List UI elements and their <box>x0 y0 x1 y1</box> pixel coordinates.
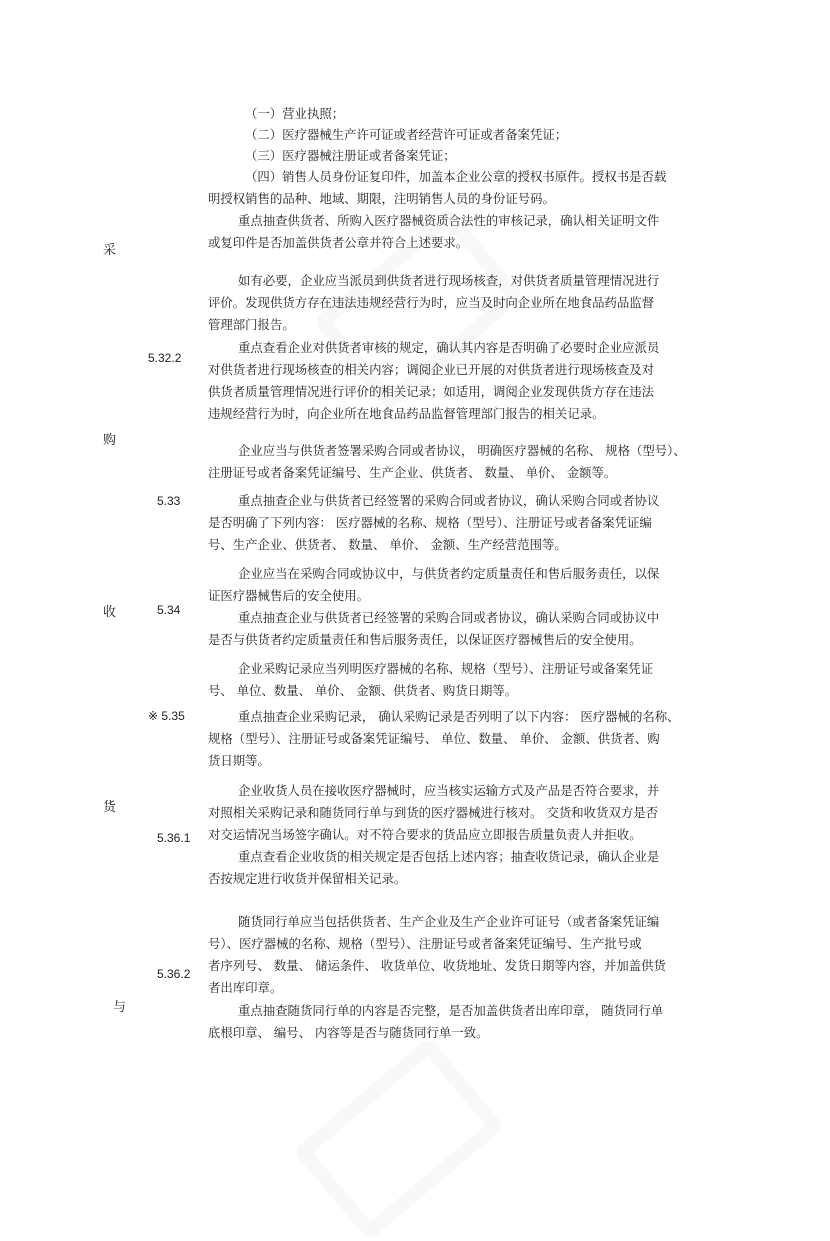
text-line: 者序列号、 数量、 储运条件、 收货单位、收货地址、发货日期等内容，并加盖供货 <box>208 958 666 973</box>
text-line: 号、 单位、数量、 单价、 金额、供货者、购货日期等。 <box>208 683 518 698</box>
text-line: 者出库印章。 <box>208 980 283 995</box>
text-line: 号、生产企业、供货者、 数量、 单价、 金额、生产经营范围等。 <box>208 537 567 552</box>
text-line: 评价。发现供货方存在违法违规经营行为时，应当及时向企业所在地食品药品监督 <box>208 295 655 310</box>
text-line: 随货同行单应当包括供货者、生产企业及生产企业许可证号（或者备案凭证编 <box>238 914 660 929</box>
text-line: 重点查看企业对供货者审核的规定，确认其内容是否明确了必要时企业应派员 <box>238 340 660 355</box>
text-line: 重点查看企业收货的相关规定是否包括上述内容；抽查收货记录，确认企业是 <box>238 849 660 864</box>
side-char-cai: 采 <box>103 243 117 258</box>
text-line: 如有必要，企业应当派员到供货者进行现场核查，对供货者质量管理情况进行 <box>238 273 660 288</box>
side-char-huo: 货 <box>103 800 117 815</box>
side-char-shou: 收 <box>103 605 117 620</box>
text-line: 货日期等。 <box>208 753 270 768</box>
text-line: （二）医疗器械生产许可证或者经营许可证或者备案凭证； <box>245 127 568 142</box>
text-line: 企业采购记录应当列明医疗器械的名称、规格（型号）、注册证号或备案凭证 <box>238 661 654 676</box>
text-line: 重点抽查企业采购记录， 确认采购记录是否列明了以下内容： 医疗器械的名称、 <box>238 709 680 724</box>
text-line: （三）医疗器械注册证或者备案凭证； <box>245 148 456 163</box>
text-line: 号）、医疗器械的名称、规格（型号）、注册证号或者备案凭证编号、生产批号或 <box>208 936 642 951</box>
text-line: （四）销售人员身份证复印件，加盖本企业公章的授权书原件。授权书是否载 <box>245 169 667 184</box>
text-line: 规格（型号）、注册证号或备案凭证编号、 单位、数量、 单价、 金额、供货者、购 <box>208 731 660 746</box>
watermark-mark <box>293 1037 505 1241</box>
text-line: 是否明确了下列内容： 医疗器械的名称、规格（型号）、注册证号或者备案凭证编 <box>208 515 652 530</box>
text-line: 企业应当与供货者签署采购合同或者协议， 明确医疗器械的名称、 规格（型号）、 <box>238 443 686 458</box>
text-line: 是否与供货者约定质量责任和售后服务责任，以保证医疗器械售后的安全使用。 <box>208 632 642 647</box>
text-line: 否按规定进行收货并保留相关记录。 <box>208 871 407 886</box>
text-line: 对照相关采购记录和随货同行单与到货的医疗器械进行核对。 交货和收货双方是否 <box>208 805 659 820</box>
clause-code: 5.36.2 <box>157 967 191 981</box>
text-line: 注册证号或者备案凭证编号、生产企业、供货者、 数量、 单价、 金额等。 <box>208 465 617 480</box>
text-line: 证医疗器械售后的安全使用。 <box>208 588 370 603</box>
text-line: 重点抽查企业与供货者已经签署的采购合同或者协议，确认采购合同或者协议 <box>238 493 660 508</box>
text-line: 重点抽查供货者、所购入医疗器械资质合法性的审核记录，确认相关证明文件 <box>238 213 660 228</box>
text-line: 底根印章、 编号、 内容等是否与随货同行单一致。 <box>208 1025 489 1040</box>
clause-code: 5.33 <box>157 494 181 508</box>
side-char-yu: 与 <box>113 1000 127 1015</box>
text-line: 供货者质量管理情况进行评价的相关记录；如适用，调阅企业发现供货方存在违法 <box>208 384 655 399</box>
text-line: 对交运情况当场签字确认。对不符合要求的货品应立即报告质量负责人并拒收。 <box>208 827 642 842</box>
clause-code: 5.34 <box>157 603 181 617</box>
clause-code: ※ 5.35 <box>148 709 185 723</box>
clause-code: 5.32.2 <box>148 351 182 365</box>
clause-code: 5.36.1 <box>157 831 191 845</box>
text-line: 企业应当在采购合同或协议中，与供货者约定质量责任和售后服务责任，以保 <box>238 566 660 581</box>
text-line: 重点抽查企业与供货者已经签署的采购合同或者协议，确认采购合同或协议中 <box>238 610 660 625</box>
text-line: 或复印件是否加盖供货者公章并符合上述要求。 <box>208 235 469 250</box>
text-line: 企业收货人员在接收医疗器械时，应当核实运输方式及产品是否符合要求，并 <box>238 783 660 798</box>
side-char-gou: 购 <box>103 433 117 448</box>
text-line: 明授权销售的品种、地域、期限，注明销售人员的身份证号码。 <box>208 191 555 206</box>
text-line: （一）营业执照； <box>245 106 345 121</box>
text-line: 违规经营行为时，向企业所在地食品药品监督管理部门报告的相关记录。 <box>208 406 605 421</box>
text-line: 重点抽查随货同行单的内容是否完整，是否加盖供货者出库印章， 随货同行单 <box>238 1003 664 1018</box>
text-line: 对供货者进行现场核查的相关内容；调阅企业已开展的对供货者进行现场核查及对 <box>208 362 655 377</box>
text-line: 管理部门报告。 <box>208 317 295 332</box>
